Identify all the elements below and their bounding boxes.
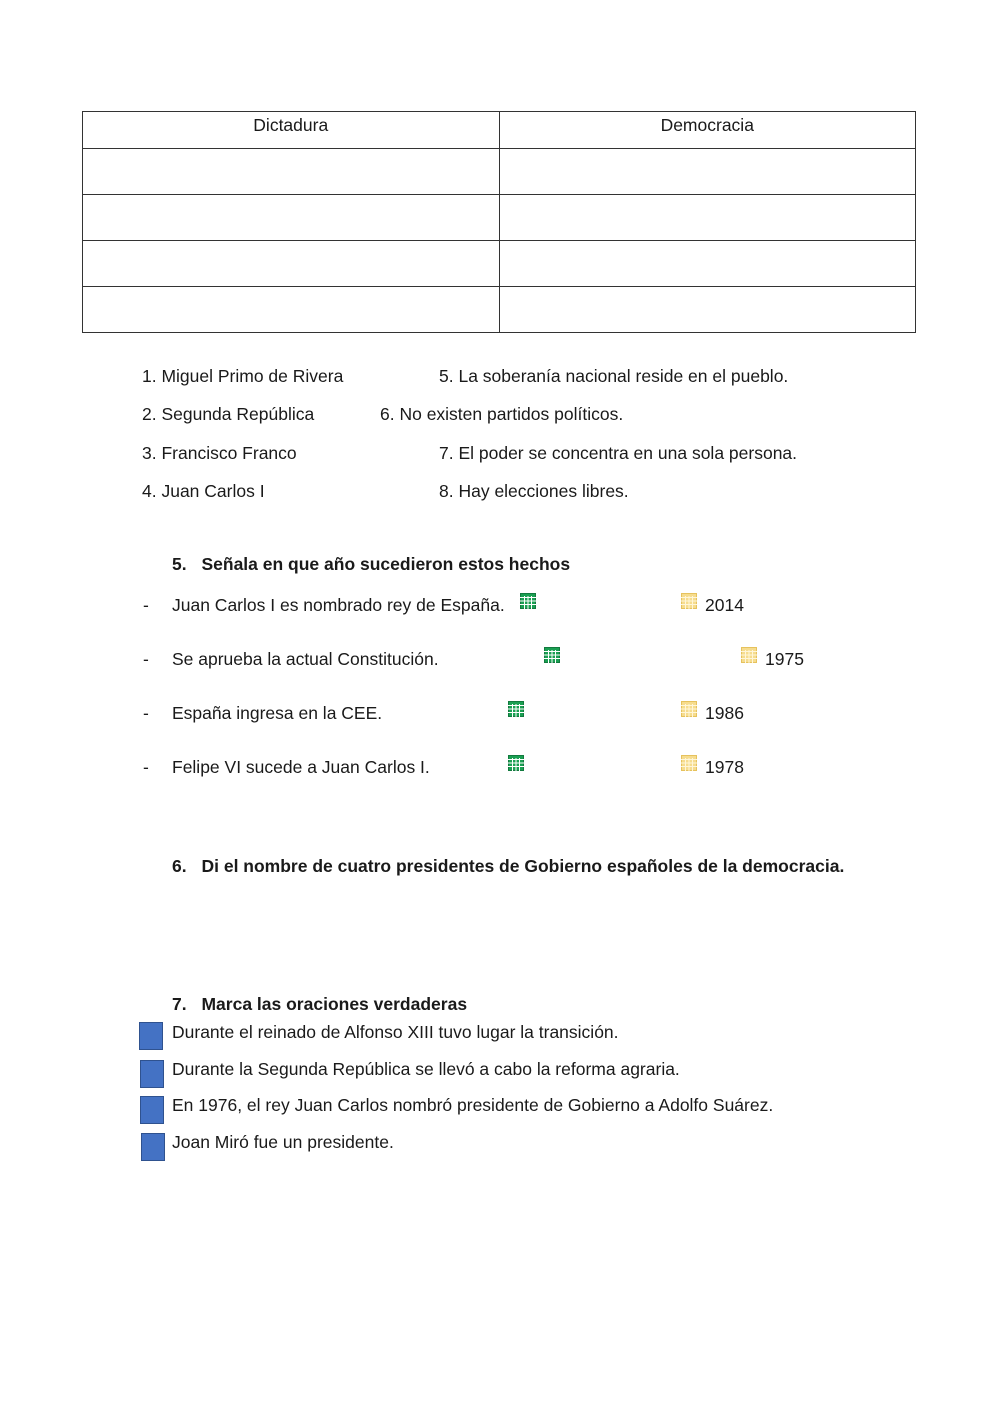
section-5-heading (172, 554, 570, 575)
year-option[interactable]: 1978 (705, 757, 744, 777)
drop-cell-democracia[interactable] (499, 195, 916, 241)
event-dash: - (143, 703, 149, 723)
drag-item-5[interactable]: 5. La soberanía nacional reside en el pueblo. (439, 366, 789, 386)
statement-checkbox[interactable] (140, 1060, 164, 1088)
event-text: Se aprueba la actual Constitución. (172, 649, 439, 669)
event-dash: - (143, 757, 149, 777)
drag-item-3[interactable]: 3. Francisco Franco (142, 443, 297, 463)
event-text: Felipe VI sucede a Juan Carlos I. (172, 757, 430, 777)
drop-cell-democracia[interactable] (499, 149, 916, 195)
section-5-title: Señala en que año sucedieron estos hechos (201, 554, 571, 574)
drop-cell-dictadura[interactable] (83, 149, 500, 195)
header-dictadura: Dictadura (83, 112, 500, 149)
drop-cell-dictadura[interactable] (83, 241, 500, 287)
green-grid-icon[interactable] (508, 701, 524, 717)
statement-checkbox[interactable] (141, 1133, 165, 1161)
event-text: España ingresa en la CEE. (172, 703, 383, 723)
statement-text: En 1976, el rey Juan Carlos nombró presidente de Gobierno a Adolfo Suárez. (172, 1095, 774, 1115)
section-6-title: Di el nombre de cuatro presidentes de Gobierno españoles de la democracia. (201, 856, 845, 876)
statement-checkbox[interactable] (140, 1096, 164, 1124)
table-header-row (83, 112, 916, 149)
drop-cell-dictadura[interactable] (83, 195, 500, 241)
statement-text: Joan Miró fue un presidente. (172, 1132, 394, 1152)
drop-cell-democracia[interactable] (499, 241, 916, 287)
section-6-heading (172, 856, 844, 877)
event-dash: - (143, 649, 149, 669)
year-option[interactable]: 1975 (765, 649, 804, 669)
yellow-grid-icon[interactable] (681, 701, 697, 717)
green-grid-icon[interactable] (508, 755, 524, 771)
classification-table (82, 111, 916, 333)
section-6-number: 6. (172, 856, 187, 876)
drag-item-1[interactable]: 1. Miguel Primo de Rivera (142, 366, 344, 386)
statement-text: Durante la Segunda República se llevó a cabo la reforma agraria. (172, 1059, 680, 1079)
statement-checkbox[interactable] (139, 1022, 163, 1050)
drag-item-8[interactable]: 8. Hay elecciones libres. (439, 481, 629, 501)
yellow-grid-icon[interactable] (681, 755, 697, 771)
green-grid-icon[interactable] (520, 593, 536, 609)
section-5-number: 5. (172, 554, 187, 574)
yellow-grid-icon[interactable] (741, 647, 757, 663)
drag-item-6[interactable]: 6. No existen partidos políticos. (380, 404, 624, 424)
section-7-heading (172, 994, 467, 1015)
event-text: Juan Carlos I es nombrado rey de España. (172, 595, 505, 615)
table-row (83, 287, 916, 333)
section-7-title: Marca las oraciones verdaderas (201, 994, 468, 1014)
drop-cell-democracia[interactable] (499, 287, 916, 333)
yellow-grid-icon[interactable] (681, 593, 697, 609)
statement-text: Durante el reinado de Alfonso XIII tuvo lugar la transición. (172, 1022, 619, 1042)
table-row (83, 241, 916, 287)
section-7-number: 7. (172, 994, 187, 1014)
table-row (83, 149, 916, 195)
header-democracia: Democracia (499, 112, 916, 149)
drag-item-4[interactable]: 4. Juan Carlos I (142, 481, 265, 501)
table-row (83, 195, 916, 241)
drop-cell-dictadura[interactable] (83, 287, 500, 333)
green-grid-icon[interactable] (544, 647, 560, 663)
year-option[interactable]: 1986 (705, 703, 744, 723)
event-dash: - (143, 595, 149, 615)
year-option[interactable]: 2014 (705, 595, 744, 615)
drag-item-7[interactable]: 7. El poder se concentra en una sola persona. (439, 443, 798, 463)
drag-item-2[interactable]: 2. Segunda República (142, 404, 315, 424)
